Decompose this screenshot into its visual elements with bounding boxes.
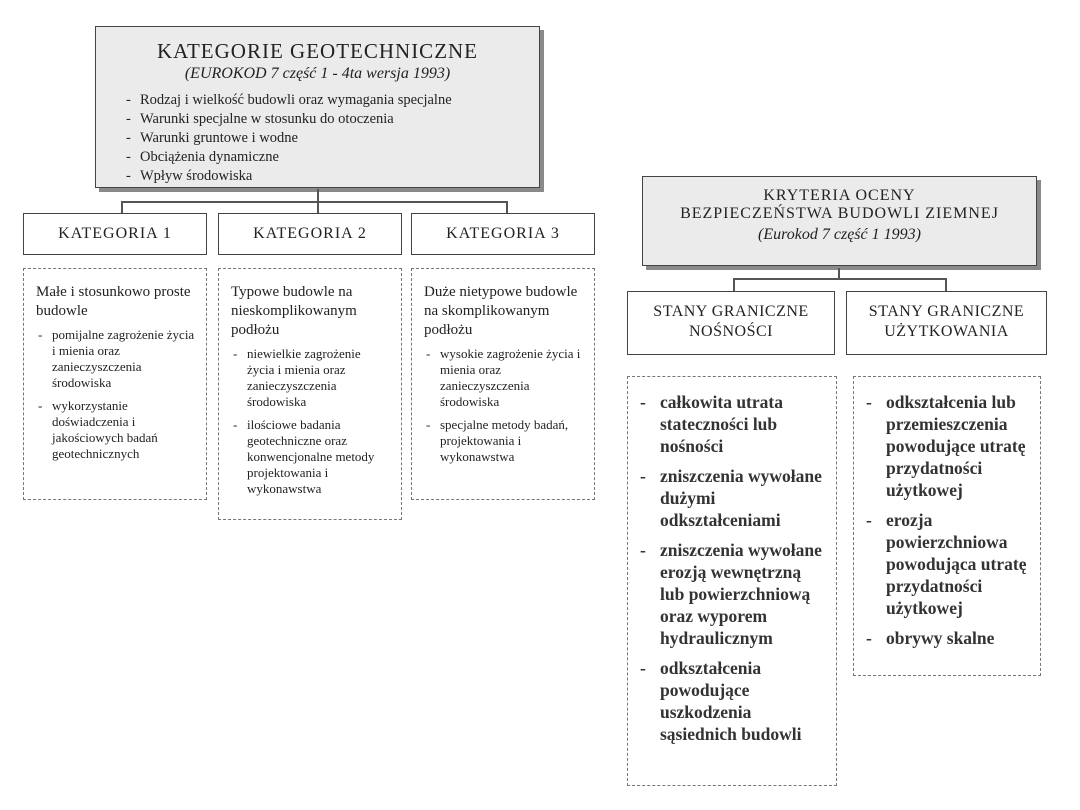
list-item: - Obciążenia dynamiczne — [124, 148, 525, 167]
limit-state-items — [638, 391, 828, 745]
connector — [945, 278, 947, 291]
category-1-description — [23, 268, 207, 500]
category-2-description — [218, 268, 402, 520]
safety-criteria-title-line1: KRYTERIA OCENY — [763, 187, 916, 204]
list-item: - Wpływ środowiska — [124, 167, 525, 186]
geotechnical-categories-header — [95, 26, 540, 188]
category-1-header: KATEGORIA 1 — [23, 213, 207, 255]
list-item: - pomijalne zagrożenie życia i mienia oraz zanieczyszczenia środowiska — [36, 327, 196, 391]
category-items — [231, 346, 391, 497]
list-item: - całkowita utrata stateczności lub nośności — [638, 391, 828, 457]
safety-criteria-title-line2: BEZPIECZEŃSTWA BUDOWLI ZIEMNEJ — [680, 205, 999, 223]
ultimate-limit-states-list — [627, 376, 837, 786]
list-item: - niewielkie zagrożenie życia i mienia oraz zanieczyszczenia środowiska — [231, 346, 391, 410]
list-item: - odkształcenia lub przemieszczenia powodujące utratę przydatności użytkowej — [864, 391, 1034, 501]
connector — [317, 201, 319, 213]
list-item: - ilościowe badania geotechniczne oraz konwencjonalne metody projektowania i wykonawstwa — [231, 417, 391, 497]
category-items — [36, 327, 196, 462]
list-item: - specjalne metody badań, projektowania i wykonawstwa — [424, 417, 584, 465]
list-item: - Rodzaj i wielkość budowli oraz wymagania specjalne — [124, 91, 525, 110]
column-label-line2: NOŚNOŚCI — [688, 323, 773, 340]
list-item: - erozja powierzchniowa powodująca utratę przydatności użytkowej — [864, 509, 1034, 619]
connector — [506, 201, 508, 213]
column-label-line1: STANY GRANICZNE — [868, 303, 1025, 320]
list-item: - zniszczenia wywołane dużymi odkształceniami — [638, 465, 828, 531]
list-item: - wykorzystanie doświadczenia i jakościowych badań geotechnicznych — [36, 398, 196, 462]
list-item: - odkształcenia powodujące uszkodzenia sąsiednich budowli — [638, 657, 828, 745]
category-heading: Małe i stosunkowo proste budowle — [36, 284, 191, 319]
connector — [121, 201, 123, 213]
category-2-header: KATEGORIA 2 — [218, 213, 402, 255]
list-item: - wysokie zagrożenie życia i mienia oraz zanieczyszczenia środowiska — [424, 346, 584, 410]
category-3-description — [411, 268, 595, 500]
category-items — [424, 346, 584, 465]
connector — [317, 189, 319, 201]
geotechnical-categories-subtitle: (EUROKOD 7 część 1 - 4ta wersja 1993) — [184, 65, 451, 83]
geotechnical-categories-title: KATEGORIE GEOTECHNICZNE — [156, 39, 479, 63]
geotechnical-criteria-list — [124, 91, 525, 186]
column-label-line2: UŻYTKOWANIA — [884, 323, 1009, 340]
connector — [121, 201, 507, 203]
connector — [838, 268, 840, 278]
serviceability-limit-states-header — [846, 291, 1047, 355]
category-heading: Typowe budowle na nieskomplikowanym podłożu — [231, 284, 357, 338]
column-label-line1: STANY GRANICZNE — [653, 303, 809, 320]
limit-state-items — [864, 391, 1034, 649]
safety-criteria-header — [642, 176, 1037, 266]
safety-criteria-subtitle: (Eurokod 7 część 1 1993) — [758, 225, 921, 243]
ultimate-limit-states-header — [627, 291, 835, 355]
connector — [733, 278, 946, 280]
category-heading: Duże nietypowe budowle na skomplikowanym podłożu — [424, 284, 578, 338]
category-3-header: KATEGORIA 3 — [411, 213, 595, 255]
serviceability-limit-states-list — [853, 376, 1041, 676]
list-item: - Warunki gruntowe i wodne — [124, 129, 525, 148]
list-item: - Warunki specjalne w stosunku do otoczenia — [124, 110, 525, 129]
list-item: - obrywy skalne — [864, 627, 1034, 649]
connector — [733, 278, 735, 291]
list-item: - zniszczenia wywołane erozją wewnętrzną lub powierzchniową oraz wyporem hydraulicznym — [638, 539, 828, 649]
